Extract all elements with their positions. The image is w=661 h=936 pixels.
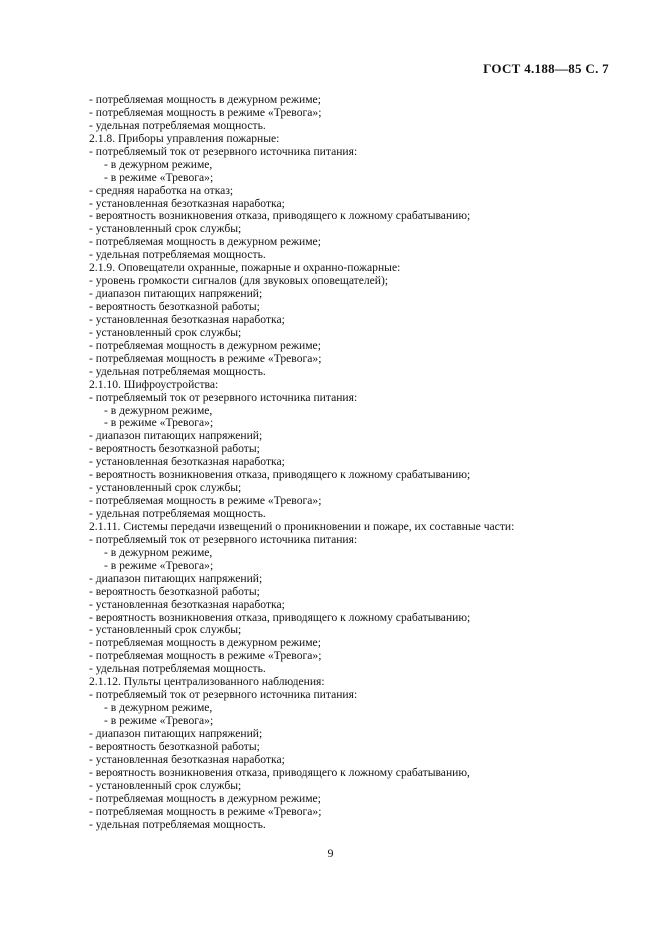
text-line: - диапазон питающих напряжений; (89, 429, 263, 443)
sub-list-item: - в режиме «Тревога»; (104, 714, 214, 727)
text-line: - диапазон питающих напряжений; (89, 726, 263, 740)
sub-list-item: - в режиме «Тревога»; (104, 170, 214, 184)
sub-list-item: - в режиме «Тревога»; (104, 416, 214, 430)
text-line: - установленная безотказная наработка; (89, 455, 285, 469)
text-line: - средняя наработка на отказ; (89, 183, 234, 197)
text-line: - уровень громкости сигналов (для звуковых оповещателей); (89, 274, 389, 288)
text-line: - вероятность безотказной работы; (89, 300, 260, 313)
text-line: - потребляемая мощность в режиме «Тревога»; (89, 351, 322, 365)
sub-list-item: - в дежурном режиме, (104, 701, 213, 715)
text-line: - диапазон питающих напряжений; (89, 287, 263, 301)
text-line: - установленная безотказная наработка; (89, 312, 285, 326)
text-line: - потребляемая мощность в дежурном режиме; (89, 791, 321, 805)
text-line: - удельная потребляемая мощность. (89, 507, 266, 520)
text-line: - удельная потребляемая мощность. (89, 817, 266, 831)
text-line: - потребляемый ток от резервного источника питания: (89, 144, 358, 158)
text-line: - потребляемая мощность в дежурном режиме; (89, 93, 321, 106)
text-line: - потребляемый ток от резервного источника питания: (89, 688, 358, 702)
document-body (89, 94, 619, 831)
text-line: - удельная потребляемая мощность. (89, 118, 266, 132)
text-line: - установленный срок службы; (89, 325, 242, 339)
text-line: - потребляемая мощность в дежурном режиме; (89, 338, 321, 352)
text-line: - установленный срок службы; (89, 623, 242, 637)
text-line: - потребляемая мощность в режиме «Тревога»; (89, 494, 322, 508)
text-line: - удельная потребляемая мощность. (89, 662, 266, 676)
text-line: - диапазон питающих напряжений; (89, 571, 263, 585)
text-line: 2.1.9. Оповещатели охранные, пожарные и охранно-пожарные: (89, 261, 401, 275)
text-line: - вероятность возникновения отказа, приводящего к ложному срабатыванию; (89, 610, 471, 624)
text-line: - вероятность безотказной работы; (89, 584, 260, 598)
text-line: - потребляемый ток от резервного источника питания: (89, 532, 358, 546)
text-line: - установленная безотказная наработка; (89, 196, 285, 210)
text-line: - вероятность возникновения отказа, приводящего к ложному срабатыванию; (89, 468, 471, 482)
text-line: - установленный срок службы; (89, 778, 242, 792)
text-line: 2.1.11. Системы передачи извещений о проникновении и пожаре, их составные части: (89, 519, 515, 533)
text-line: - удельная потребляемая мощность. (89, 364, 266, 378)
text-line: - потребляемая мощность в дежурном режиме; (89, 235, 321, 249)
page-header: ГОСТ 4.188—85 С. 7 (483, 61, 609, 76)
sub-list-item: - в дежурном режиме, (104, 157, 213, 171)
text-line: - установленная безотказная наработка; (89, 752, 285, 766)
sub-list-item: - в дежурном режиме, (104, 545, 213, 559)
text-line: - потребляемая мощность в режиме «Тревога»; (89, 105, 322, 119)
text-line: - вероятность возникновения отказа, приводящего к ложному срабатыванию; (89, 209, 471, 223)
text-line: - потребляемая мощность в режиме «Тревога»; (89, 649, 322, 663)
text-line: 2.1.8. Приборы управления пожарные: (89, 131, 280, 145)
text-line: - потребляемая мощность в дежурном режиме; (89, 636, 321, 650)
text-line: - потребляемый ток от резервного источника питания: (89, 390, 358, 404)
page-number: 9 (327, 846, 334, 860)
text-line: - установленный срок службы; (89, 481, 242, 495)
text-line: - потребляемая мощность в режиме «Тревога»; (89, 804, 322, 818)
text-line: - установленная безотказная наработка; (89, 597, 285, 611)
text-line: - удельная потребляемая мощность. (89, 248, 266, 262)
text-line: - вероятность возникновения отказа, приводящего к ложному срабатыванию, (89, 765, 470, 779)
text-line: 2.1.10. Шифроустройства: (89, 377, 219, 391)
text-line: - установленный срок службы; (89, 222, 242, 236)
text-line: - вероятность безотказной работы; (89, 442, 260, 456)
text-line: 2.1.12. Пульты централизованного наблюдения: (89, 675, 325, 689)
sub-list-item: - в режиме «Тревога»; (104, 558, 214, 572)
text-line: - вероятность безотказной работы; (89, 739, 260, 753)
sub-list-item: - в дежурном режиме, (104, 403, 213, 417)
